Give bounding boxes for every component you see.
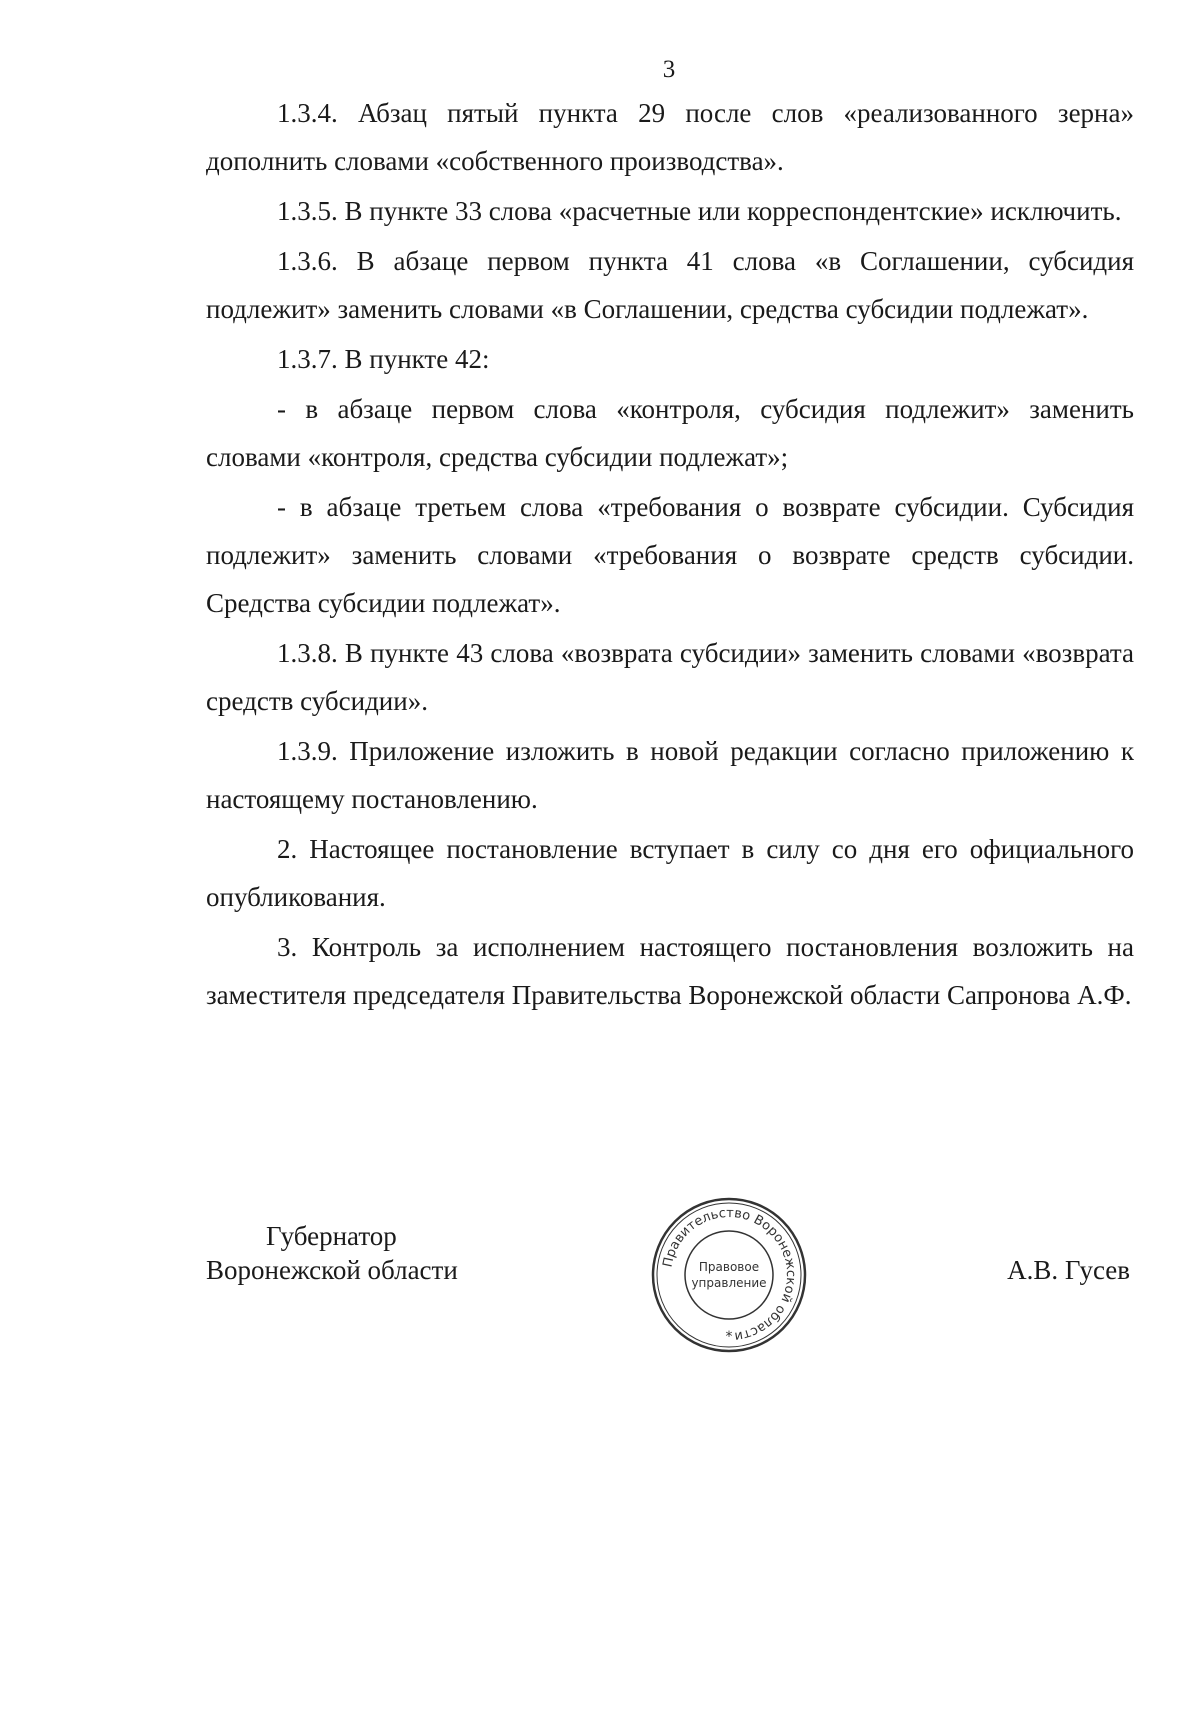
signatory-title-line-1: Губернатор: [266, 1221, 397, 1251]
document-body: [206, 89, 1134, 1021]
paragraph-3: 3. Контроль за исполнением настоящего постановления возложить на заместителя председателя Правительства Воронежской области Сапронова А.Ф.: [206, 932, 1134, 1010]
paragraph-1-3-7: 1.3.7. В пункте 42:: [277, 344, 490, 374]
paragraph-1-3-6: 1.3.6. В абзаце первом пункта 41 слова «в Соглашении, субсидия подлежит» заменить словами «в Соглашении, средства субсидии подлежат».: [206, 246, 1134, 324]
paragraph-1-3-7-item-2: - в абзаце третьем слова «требования о возврате субсидии. Субсидия подлежит» заменить словами «требования о возврате средств субсидии. Средства субсидии подлежат».: [206, 492, 1134, 618]
page-number: 3: [662, 56, 676, 83]
seal-outer-ring-inner-line: [657, 1203, 801, 1347]
signatory-title: [206, 1219, 458, 1287]
seal-graphic: [649, 1195, 809, 1355]
seal-ring-text: Правительство Воронежской области: [660, 1205, 799, 1344]
paragraph-2: 2. Настоящее постановление вступает в силу со дня его официального опубликования.: [206, 834, 1134, 912]
paragraph-1-3-8: 1.3.8. В пункте 43 слова «возврата субсидии» заменить словами «возврата средств субсидии».: [206, 638, 1134, 716]
signature-block: [0, 1195, 1200, 1355]
official-seal-stamp: [649, 1195, 809, 1355]
paragraph-1-3-5: 1.3.5. В пункте 33 слова «расчетные или корреспондентские» исключить.: [277, 196, 1122, 226]
paragraph-1-3-9: 1.3.9. Приложение изложить в новой редакции согласно приложению к настоящему постановлению.: [206, 736, 1134, 814]
seal-star: *: [725, 1329, 733, 1345]
signatory-title-line-2: Воронежской области: [206, 1255, 458, 1285]
paragraph-1-3-7-item-1: - в абзаце первом слова «контроля, субсидия подлежит» заменить словами «контроля, средства субсидии подлежат»;: [206, 394, 1134, 472]
seal-center-line-2: управление: [691, 1276, 767, 1290]
seal-inner-ring: [685, 1231, 773, 1319]
signatory-name: А.В. Гусев: [1007, 1255, 1130, 1285]
paragraph-1-3-4: 1.3.4. Абзац пятый пункта 29 после слов «реализованного зерна» дополнить словами «собственного производства».: [206, 98, 1134, 176]
seal-center-line-1: Правовое: [698, 1260, 760, 1274]
